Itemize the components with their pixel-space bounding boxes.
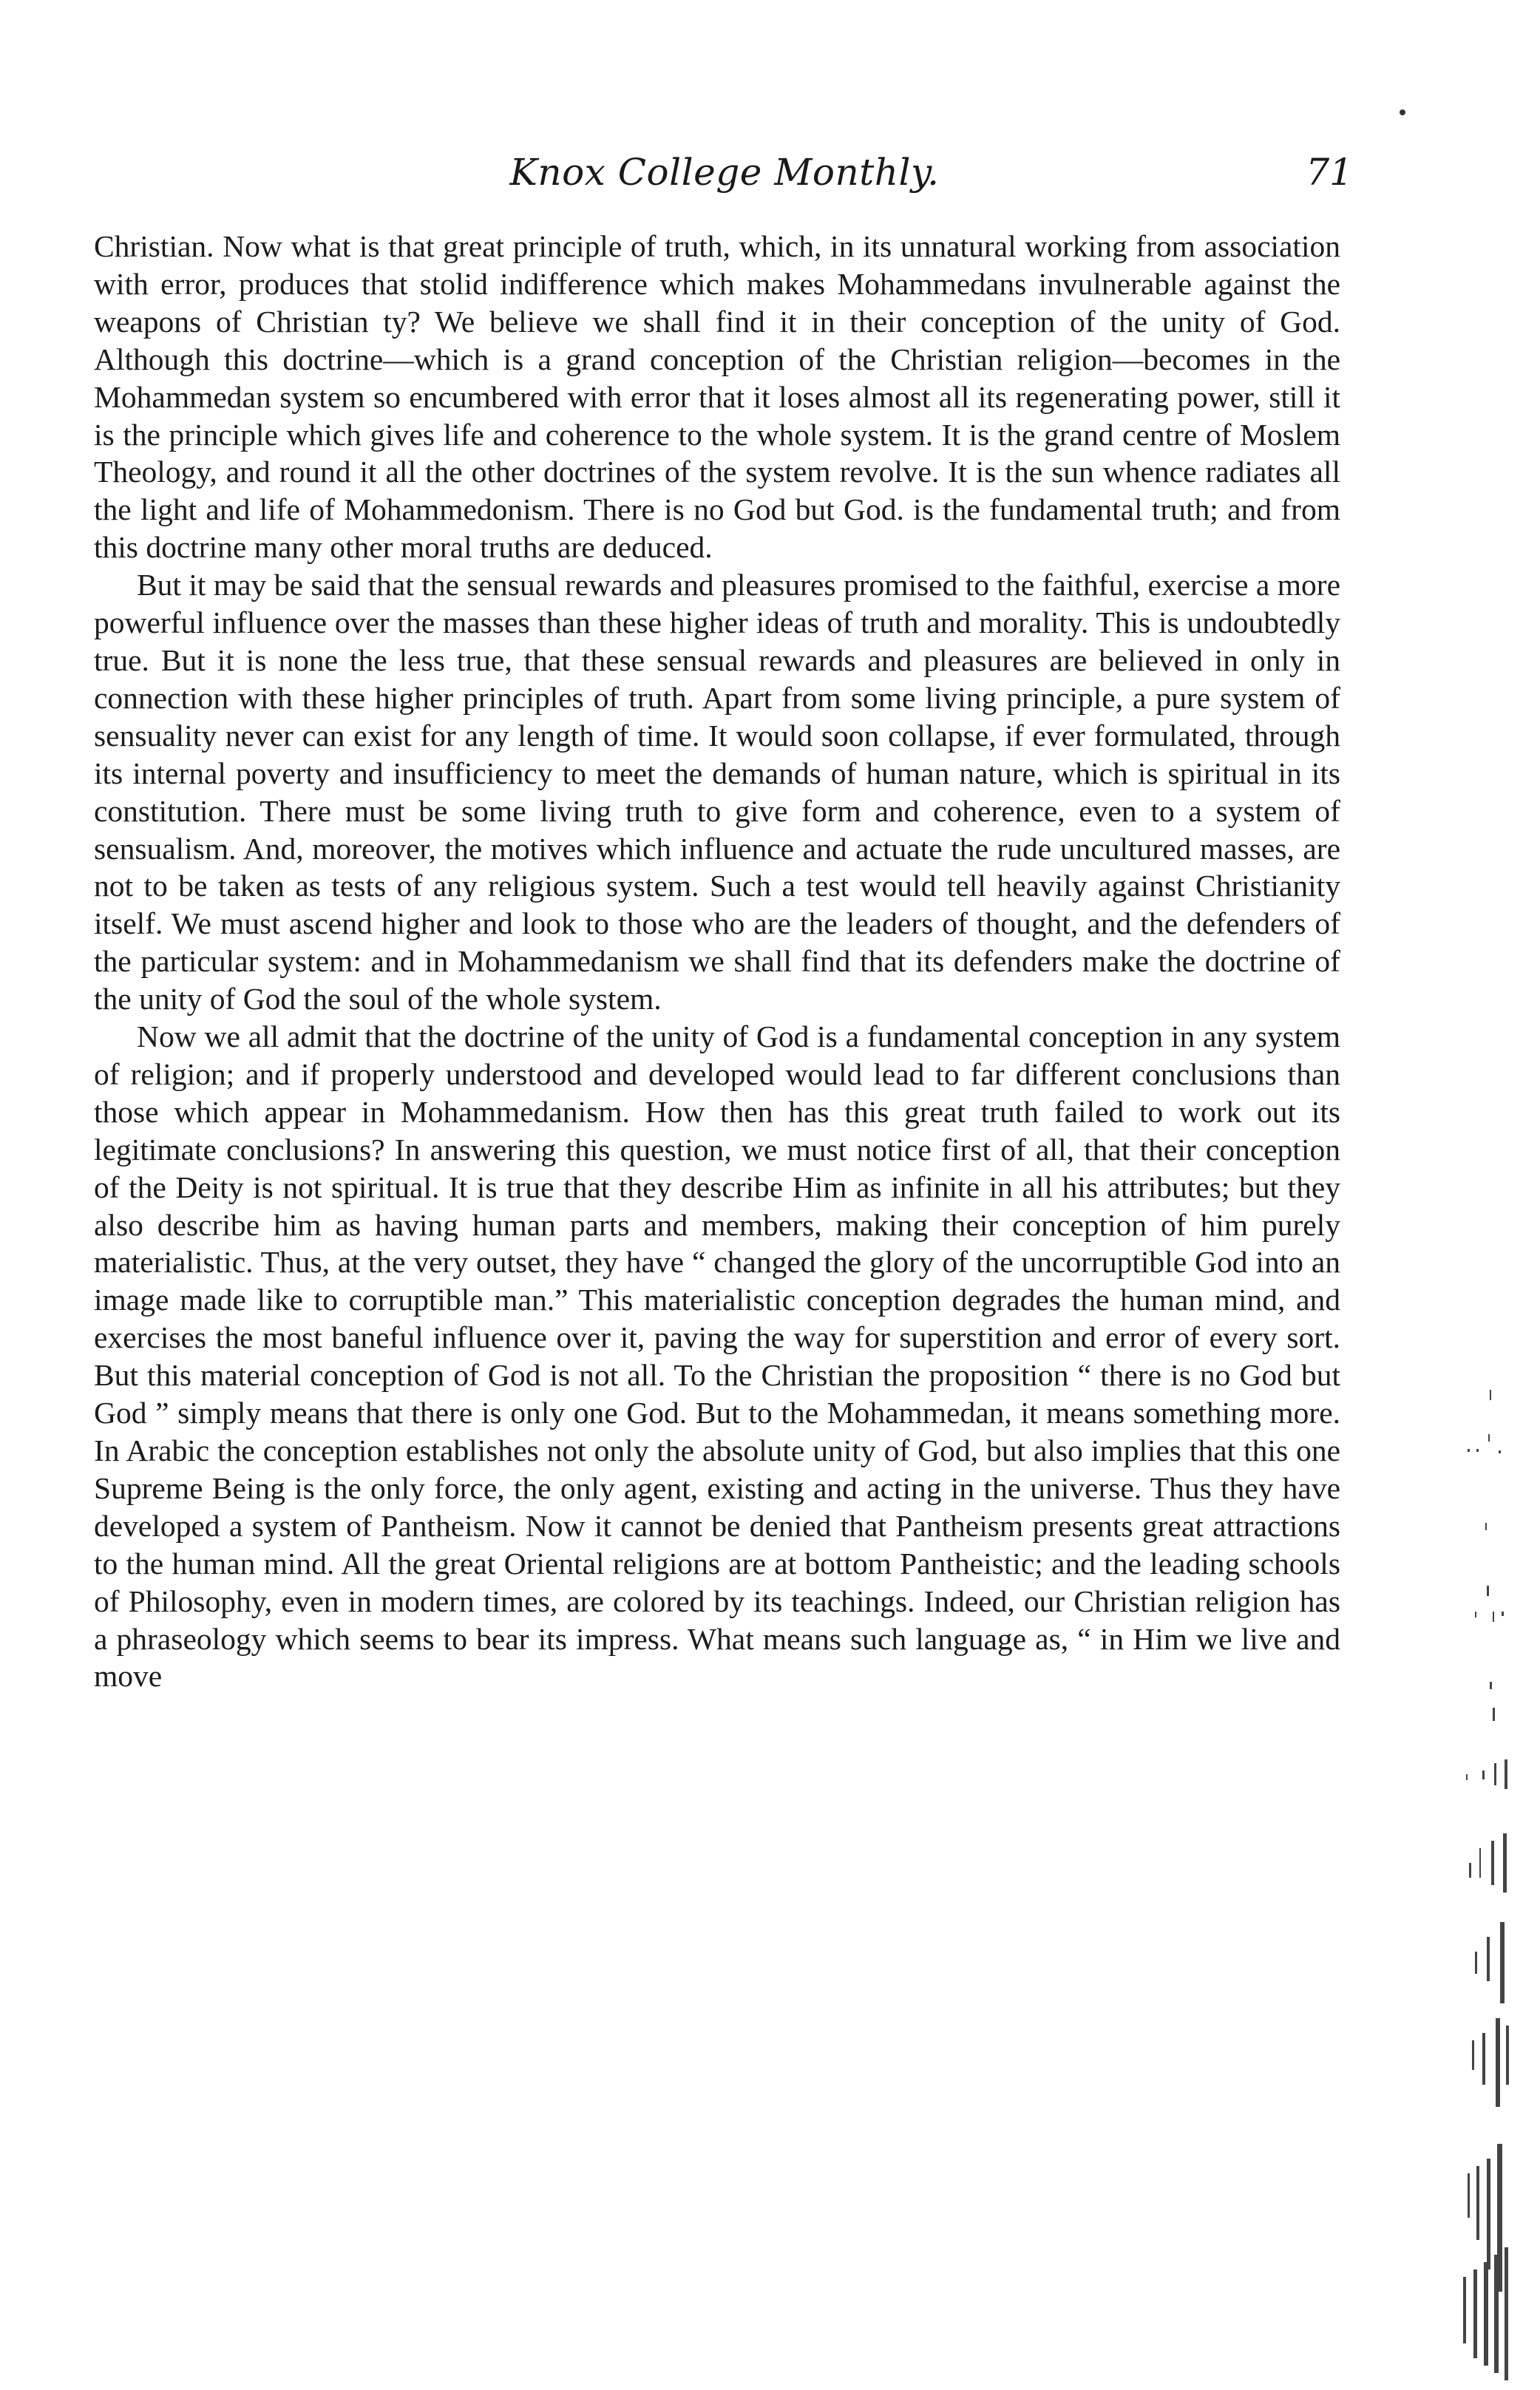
running-title: Knox College Monthly. <box>509 151 940 194</box>
paragraph-2: But it may be said that the sensual rewards and pleasures promised to the faithful, exercise a more powerful influence over the masses than these higher ideas of truth and morality. This is undoubtedly true. But it is none the less true, that these sensual rewards and pleasures are believed in only in connection with these higher principles of truth. Apart from some living principle, a pure system of sensuality never can exist for any length of time. It would soon collapse, if ever formulated, through its internal poverty and insufficiency to meet the demands of human nature, which is spiritual in its constitution. There must be some living truth to give form and coherence, even to a system of sensualism. And, moreover, the motives which influence and actuate the rude uncultured masses, are not to be taken as tests of any religious system. Such a test would tell heavily against Christianity itself. We must ascend higher and look to those who are the leaders of thought, and the defenders of the particular system: and in Mohammedanism we shall find that its defenders make the doctrine of the unity of God the soul of the whole system. <box>94 568 1340 1016</box>
page-number: 71 <box>1306 151 1353 194</box>
page-header <box>96 151 1353 210</box>
paragraph-1: Christian. Now what is that great principle of truth, which, in its unnatural working from association with error, produces that stolid indifference which makes Mohammedans invulnerable against the weapons of Christian ty? We believe we shall find it in their conception of the unity of God. Although this doctrine—which is a grand conception of the Christian religion—becomes in the Mohammedan system so encumbered with error that it loses almost all its regenerating power, still it is the principle which gives life and coherence to the whole system. It is the grand centre of Moslem Theology, and round it all the other doctrines of the system revolve. It is the sun whence radiates all the light and life of Mohammedonism. There is no God but God. is the fundamental truth; and from this doctrine many other moral truths are deduced. <box>94 229 1340 565</box>
scan-margin-artifact <box>1460 1390 1512 2388</box>
body-text <box>94 228 1340 1695</box>
paragraph-3: Now we all admit that the doctrine of the unity of God is a fundamental conception in any system of religion; and if properly understood and developed would lead to far different conclusions than those which appear in Mohammedanism. How then has this great truth failed to work out its legitimate conclusions? In answering this question, we must notice first of all, that their conception of the Deity is not spiritual. It is true that they describe Him as infinite in all his attributes; but they also describe him as having human parts and members, making their conception of him purely materialistic. Thus, at the very outset, they have “ changed the glory of the uncorruptible God into an image made like to corruptible man.” This materialistic conception degrades the human mind, and exercises the most baneful influence over it, paving the way for superstition and error of every sort. But this material conception of God is not all. To the Christian the proposition “ there is no God but God ” simply means that there is only one God. But to the Mohammedan, it means something more. In Arabic the conception establishes not only the absolute unity of God, but also implies that this one Supreme Being is the only force, the only agent, existing and acting in the universe. Thus they have developed a system of Pantheism. Now it cannot be denied that Pantheism presents great attractions to the human mind. All the great Oriental religions are at bottom Pantheistic; and the leading schools of Philosophy, even in modern times, are colored by its teachings. Indeed, our Christian religion has a phraseology which seems to bear its impress. What means such language as, “ in Him we live and move <box>94 1019 1340 1694</box>
scan-speck <box>1400 109 1405 115</box>
